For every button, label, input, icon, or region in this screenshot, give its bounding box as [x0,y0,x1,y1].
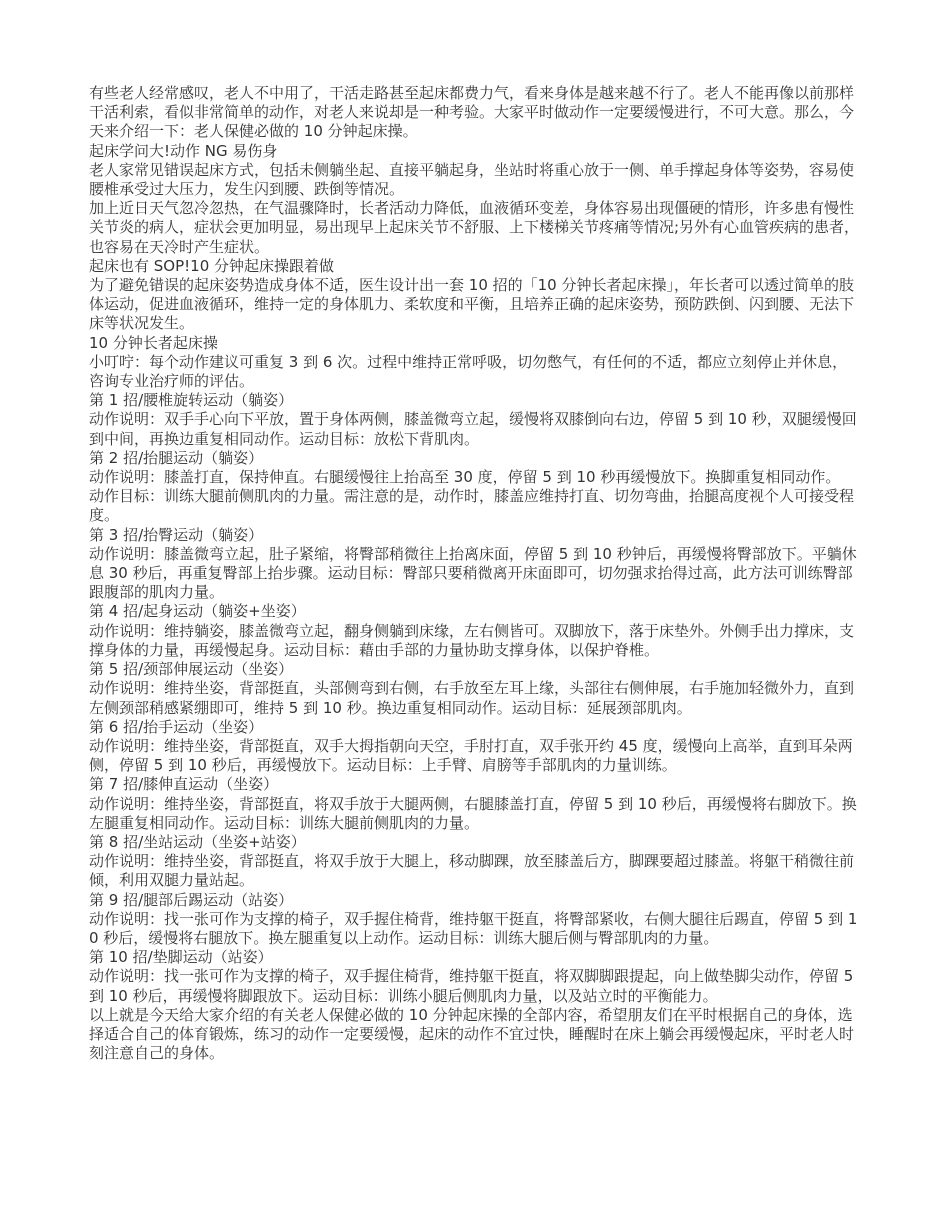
section-heading-sop: 起床也有 SOP!10 分钟起床操跟着做 [89,256,335,275]
paragraph-exercise-2-goal: 动作目标：训练大腿前侧肌肉的力量。需注意的是，动作时，膝盖应维持打直、切勿弯曲，抬腿高度视个人可接受程度。 [89,487,855,525]
document-page [89,84,861,1063]
paragraph-weather-risks: 加上近日天气忽冷忽热，在气温骤降时，长者活动力降低，血液循环变差，身体容易出现僵硬的情形，许多患有慢性关节炎的病人，症状会更加明显，易出现早上起床关节不舒服、上下楼梯关节疼痛等情况;另外有心血管疾病的患者，也容易在天冷时产生症状。 [89,199,860,256]
paragraph-tips: 小叮咛：每个动作建议可重复 3 到 6 次。过程中维持正常呼吸，切勿憋气，有任何的不适，都应立刻停止并休息，咨询专业治疗师的评估。 [89,352,848,391]
heading-exercise-3: 第 3 招/抬臀运动（躺姿） [89,525,264,544]
heading-exercise-7: 第 7 招/膝伸直运动（坐姿） [89,775,279,794]
heading-exercise-10: 第 10 招/垫脚运动（站姿） [89,948,273,967]
paragraph-exercise-2-desc: 动作说明：膝盖打直，保持伸直。右腿缓慢往上抬高至 30 度，停留 5 到 10 秒再缓慢放下。换脚重复相同动作。 [89,468,841,487]
closing-paragraph: 以上就是今天给大家介绍的有关老人保健必做的 10 分钟起床操的全部内容，希望朋友们在平时根据自己的身体，选择适合自己的体育锻炼，练习的动作一定要缓慢，起床的动作不宜过快，睡醒时在床上躺会再缓慢起床，平时老人时刻注意自己的身体。 [89,1005,855,1063]
heading-exercise-9: 第 9 招/腿部后踢运动（站姿） [89,890,294,909]
heading-exercise-5: 第 5 招/颈部伸展运动（坐姿） [89,660,294,679]
paragraph-exercise-9: 动作说明：找一张可作为支撑的椅子，双手握住椅背，维持躯干挺直，将臀部紧收，右侧大腿往后踢直，停留 5 到 10 秒后，缓慢将右腿放下。换左腿重复以上动作。运动目标：训练大腿后侧与臀部肌肉的力量。 [89,909,858,947]
paragraph-wrong-ways: 老人家常见错误起床方式，包括未侧躺坐起、直接平躺起身，坐站时将重心放于一侧、单手撑起身体等姿势，容易使腰椎承受过大压力，发生闪到腰、跌倒等情况。 [89,160,855,199]
heading-exercise-6: 第 6 招/抬手运动（坐姿） [89,717,264,736]
paragraph-exercise-3: 动作说明：膝盖微弯立起，肚子紧缩，将臀部稍微往上抬离床面，停留 5 到 10 秒钟后，再缓慢将臀部放下。平躺休息 30 秒后，再重复臀部上抬步骤。运动目标：臀部只要稍微离开床面即可，切勿强求抬得过高，此方法可训练臀部跟腹部的肌肉力量。 [89,544,857,602]
heading-exercise-8: 第 8 招/坐站运动（坐姿+站姿） [89,832,306,851]
heading-exercise-2: 第 2 招/抬腿运动（躺姿） [89,448,264,467]
paragraph-exercise-5: 动作说明：维持坐姿，背部挺直，头部侧弯到右侧，右手放至左耳上缘，头部往右侧伸展，右手施加轻微外力，直到左侧颈部稍感紧绷即可，维持 5 到 10 秒。换边重复相同动作。运动目标：延展颈部肌肉。 [89,679,855,717]
paragraph-exercise-6: 动作说明：维持坐姿，背部挺直，双手大拇指朝向天空，手肘打直，双手张开约 45 度，缓慢向上高举，直到耳朵两侧，停留 5 到 10 秒后，再缓慢放下。运动目标：上手臂、肩膀等手部肌肉的力量训练。 [89,736,853,775]
section-heading-ng-warning: 起床学问大!动作 NG 易伤身 [89,141,278,160]
heading-exercise-4: 第 4 招/起身运动（躺姿+坐姿） [89,602,306,621]
paragraph-exercise-10: 动作说明：找一张可作为支撑的椅子，双手握住椅背，维持躯干挺直，将双脚脚跟提起，向上做垫脚尖动作，停留 5 到 10 秒后，再缓慢将脚跟放下。运动目标：训练小腿后侧肌肉力量，以及站立时的平衡能力。 [89,967,854,1005]
paragraph-exercise-8: 动作说明：维持坐姿，背部挺直，将双手放于大腿上，移动脚踝，放至膝盖后方，脚踝要超过膝盖。将躯干稍微往前倾，利用双腿力量站起。 [89,852,855,890]
intro-paragraph: 有些老人经常感叹，老人不中用了，干活走路甚至起床都费力气，看来身体是越来越不行了。老人不能再像以前那样干活利索，看似非常简单的动作，对老人来说却是一种考验。大家平时做动作一定要缓慢进行，不可大意。那么，今天来介绍一下：老人保健必做的 10 分钟起床操。 [89,84,855,141]
paragraph-doctor-design: 为了避免错误的起床姿势造成身体不适，医生设计出一套 10 招的「10 分钟长者起床操」，年长者可以透过简单的肢体运动，促进血液循环，维持一定的身体肌力、柔软度和平衡，且培养正确的起床姿势，预防跌倒、闪到腰、无法下床等状况发生。 [89,276,855,333]
heading-exercise-1: 第 1 招/腰椎旋转运动（躺姿） [89,391,294,410]
paragraph-exercise-4: 动作说明：维持躺姿，膝盖微弯立起，翻身侧躺到床缘，左右侧皆可。双脚放下，落于床垫外。外侧手出力撑床，支撑身体的力量，再缓慢起身。运动目标：藉由手部的力量协助支撑身体，以保护脊椎。 [89,621,855,659]
section-heading-routine: 10 分钟长者起床操 [89,333,218,352]
paragraph-exercise-1: 动作说明：双手手心向下平放，置于身体两侧，膝盖微弯立起，缓慢将双膝倒向右边，停留 5 到 10 秒，双腿缓慢回到中间，再换边重复相同动作。运动目标：放松下背肌肉。 [89,410,857,448]
paragraph-exercise-7: 动作说明：维持坐姿，背部挺直，将双手放于大腿两侧，右腿膝盖打直，停留 5 到 10 秒后，再缓慢将右脚放下。换左腿重复相同动作。运动目标：训练大腿前侧肌肉的力量。 [89,794,857,832]
